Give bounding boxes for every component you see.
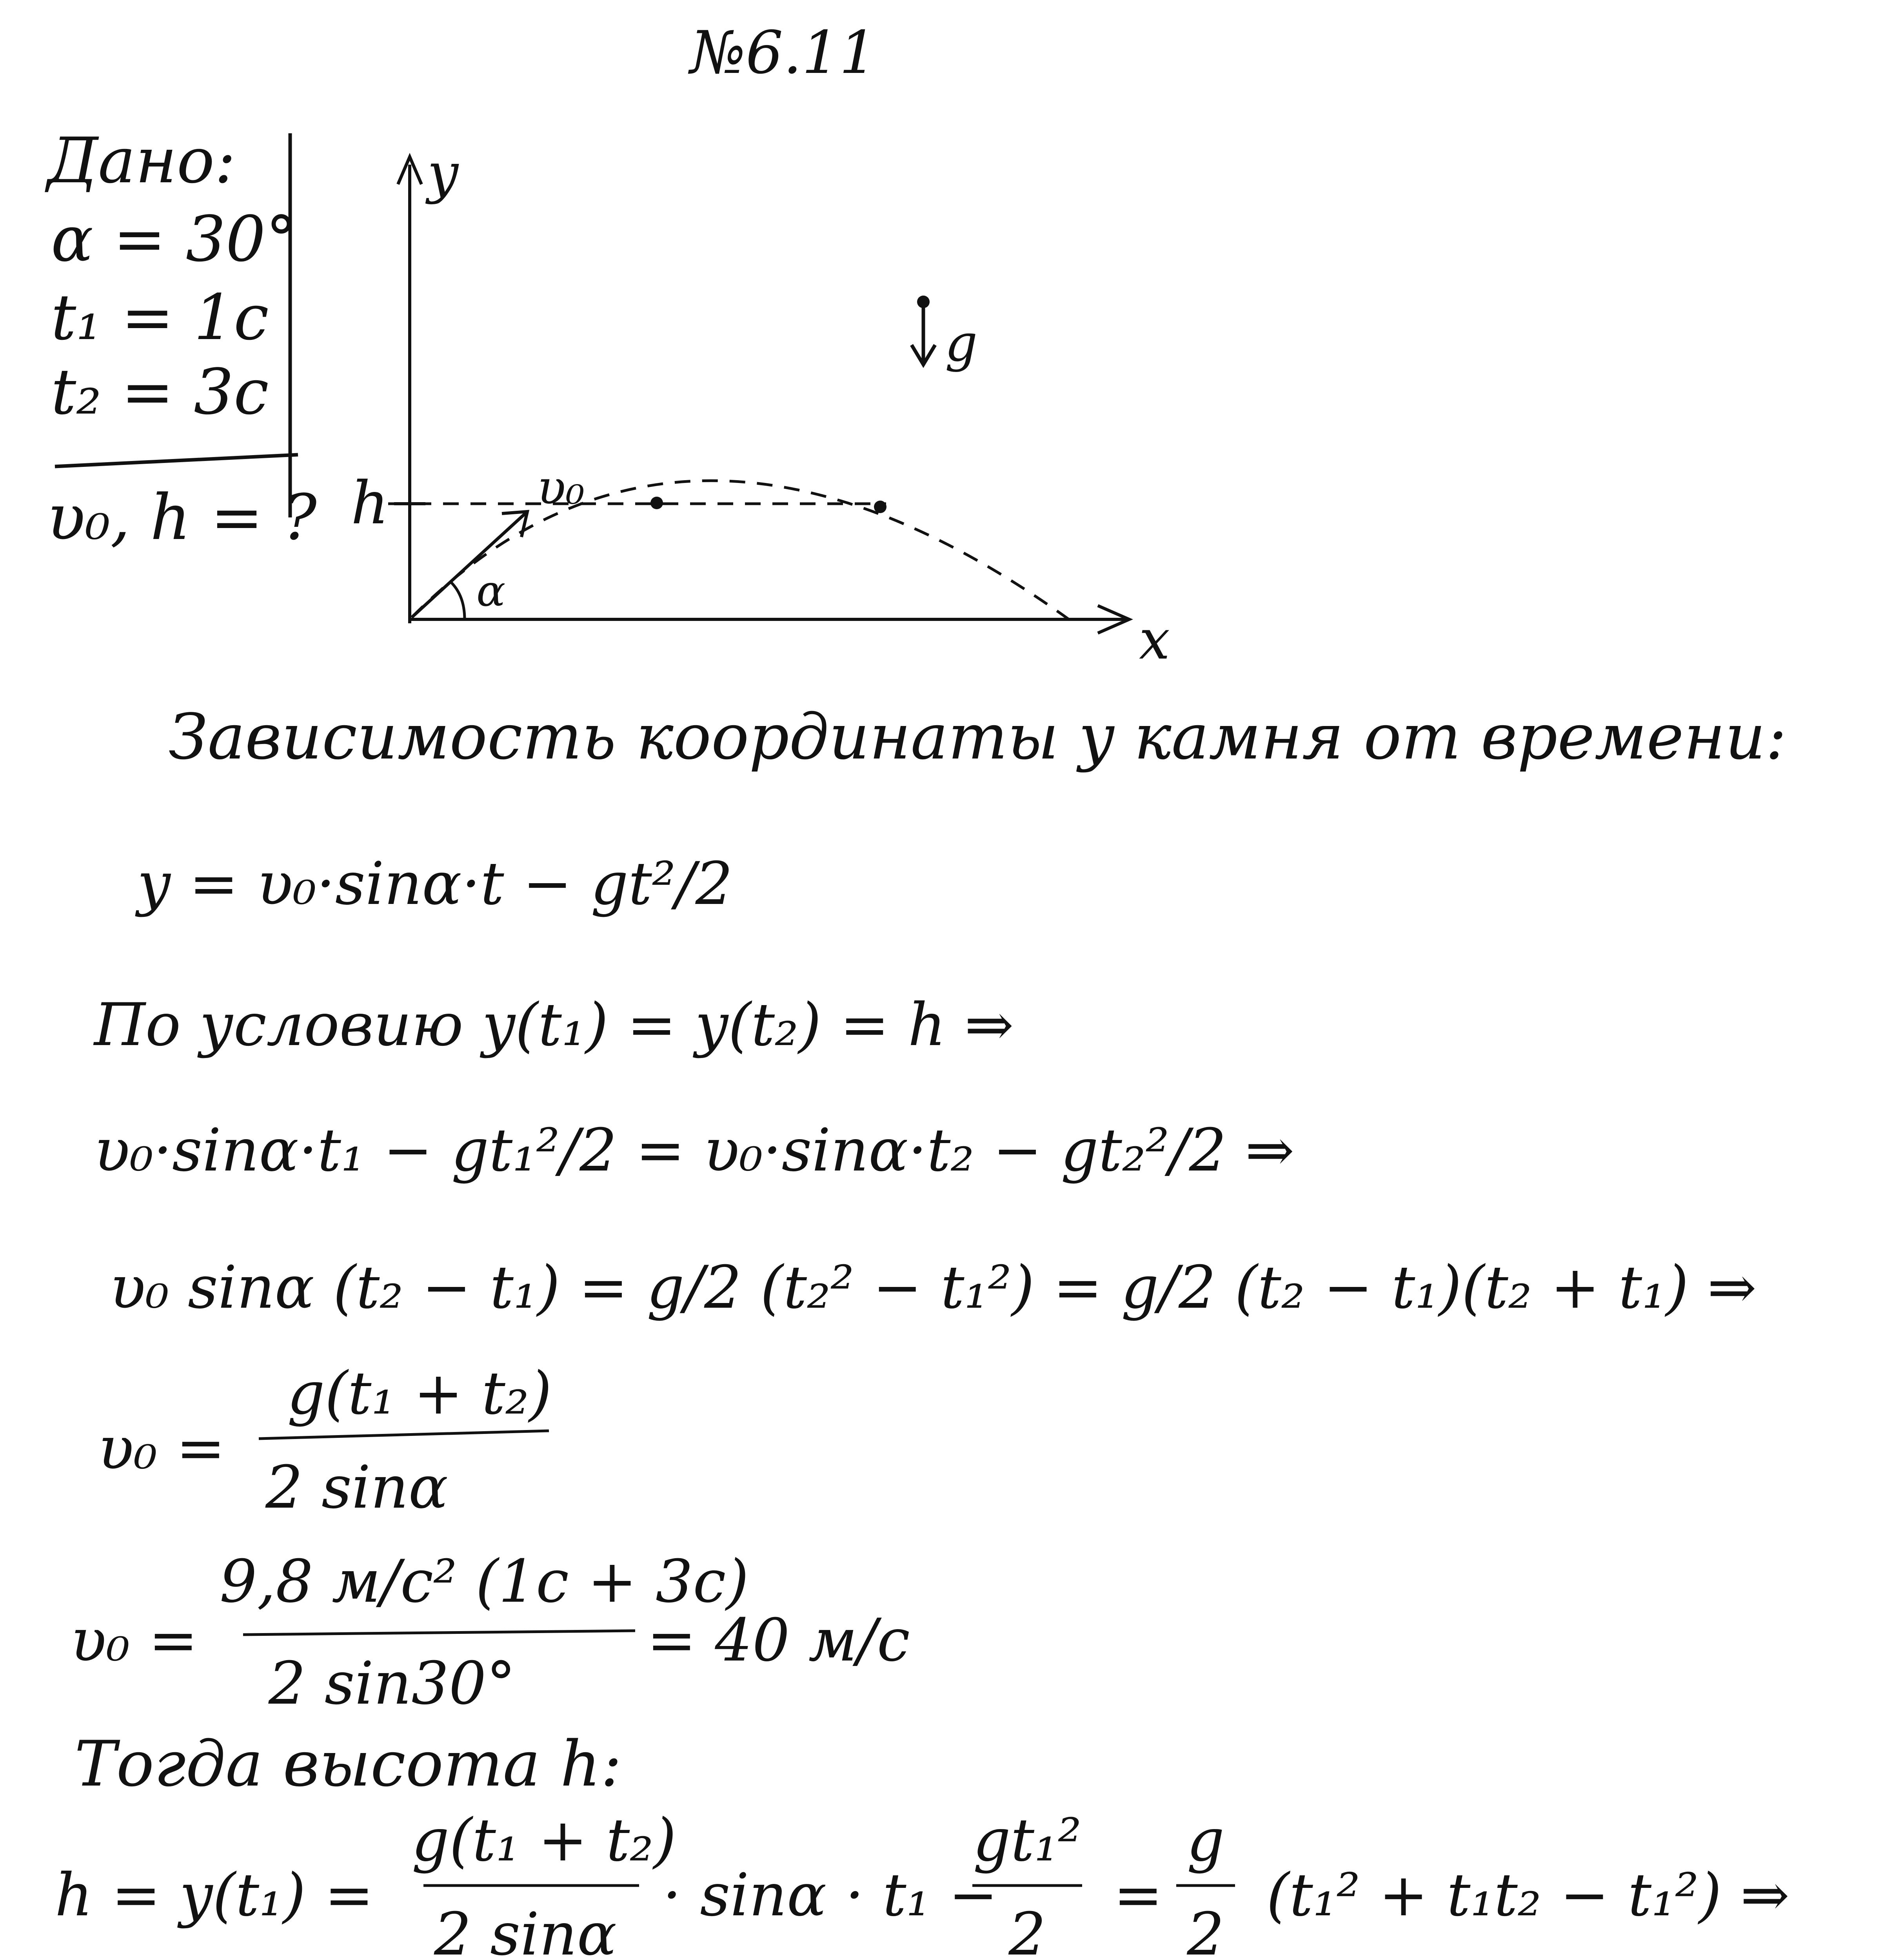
solution-line-7-denominator: 2 sin30° (268, 1650, 516, 1718)
solution-line-9-denominator: 2 sinα (434, 1900, 617, 1960)
solution-line-4: υ₀·sinα·t₁ − gt₁²/2 = υ₀·sinα·t₂ − gt₂²/2 ⇒ (94, 1116, 1295, 1185)
given-t1: t₁ = 1с (51, 281, 269, 354)
solution-line-2: y = υ₀·sinα·t − gt²/2 (137, 850, 733, 918)
v0-label: υ₀ (537, 461, 585, 515)
y-axis-label: y (427, 142, 459, 205)
solution-line-9-numerator: g(t₁ + t₂) (412, 1806, 676, 1875)
solution-line-9-rest: (t₁² + t₁t₂ − t₁²) ⇒ (1266, 1861, 1790, 1929)
h-label: h (351, 469, 389, 537)
x-axis-label: x (1139, 608, 1170, 672)
solution-line-7-lhs: υ₀ = (71, 1606, 198, 1675)
solution-line-6-denominator: 2 sinα (265, 1454, 448, 1522)
solution-line-9-denominator-3: 2 (1187, 1900, 1224, 1960)
solution-line-8: Тогда высота h: (74, 1727, 622, 1800)
given-alpha: α = 30° (51, 202, 297, 276)
solution-line-9-middle: · sinα · t₁ − (663, 1861, 998, 1929)
given-find: υ₀, h = ? (47, 481, 317, 554)
angle-label: α (476, 566, 506, 616)
solution-line-9-equals: = (1114, 1861, 1163, 1929)
solution-line-6-lhs: υ₀ = (98, 1414, 225, 1483)
solution-line-9-lhs: h = y(t₁) = (55, 1861, 374, 1929)
given-t2: t₂ = 3с (51, 355, 269, 428)
solution-line-9-numerator-3: g (1186, 1806, 1225, 1875)
solution-line-5: υ₀ sinα (t₂ − t₁) = g/2 (t₂² − t₁²) = g/2 (t₂ − t₁)(t₂ + t₁) ⇒ (110, 1254, 1757, 1322)
solution-line-9-numerator-2: gt₁² (973, 1806, 1082, 1875)
g-label: g (945, 313, 978, 373)
solution-line-7-result: = 40 м/с (647, 1606, 910, 1675)
given-heading: Дано: (47, 124, 236, 197)
solution-line-7-numerator: 9,8 м/с² (1с + 3с) (220, 1548, 749, 1616)
solution-line-6-numerator: g(t₁ + t₂) (287, 1359, 552, 1428)
solution-line-9-denominator-2: 2 (1008, 1900, 1046, 1960)
problem-number: №6.11 (690, 19, 877, 87)
solution-line-3: По условию y(t₁) = y(t₂) = h ⇒ (94, 991, 1014, 1059)
solution-line-1: Зависимость координаты y камня от времени: (169, 700, 1787, 773)
